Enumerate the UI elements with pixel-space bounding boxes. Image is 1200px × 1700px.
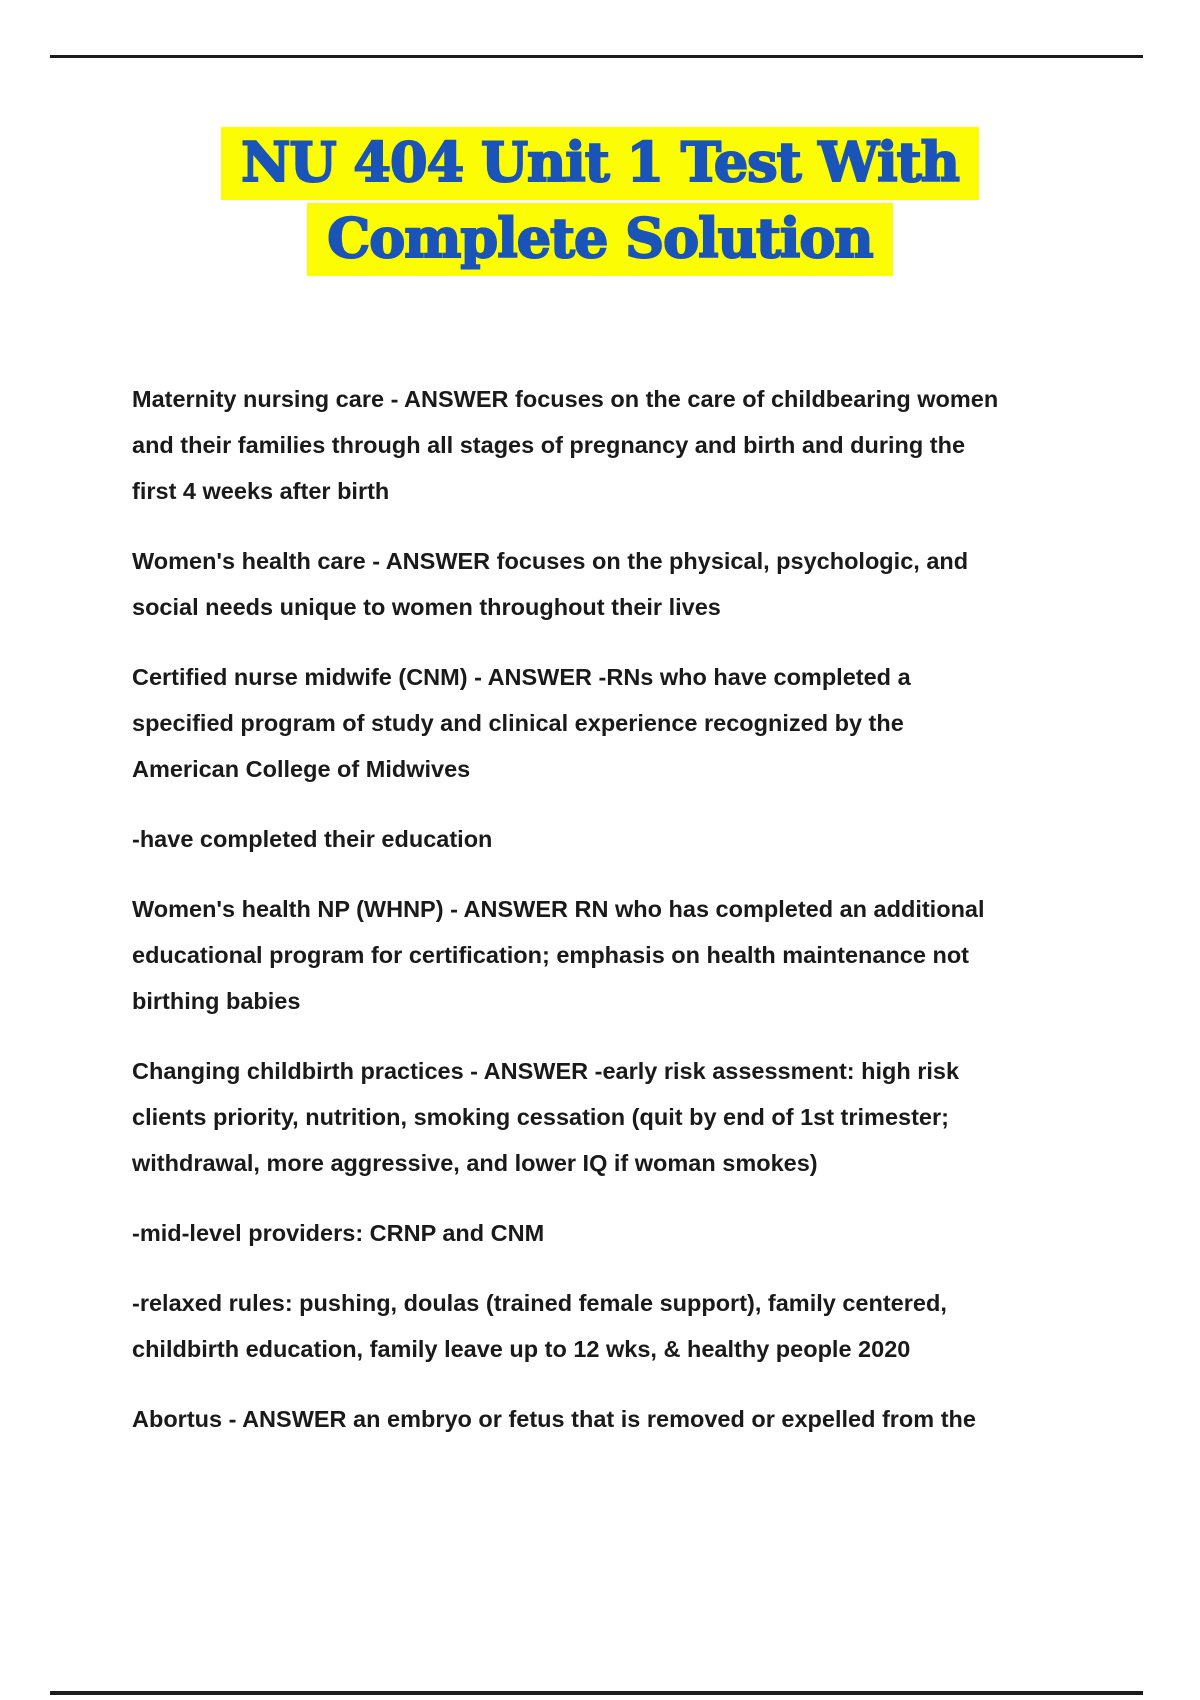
- qa-paragraph-womens-health-care: Women's health care - ANSWER focuses on the physical, psychologic, and social needs unique to women throughout their lives: [132, 548, 969, 620]
- qa-paragraph-certified-nurse-midwife: Certified nurse midwife (CNM) - ANSWER -RNs who have completed a specified program of study and clinical experience recognized by the American College of Midwives: [132, 664, 911, 782]
- qa-paragraph-maternity-nursing-care: Maternity nursing care - ANSWER focuses on the care of childbearing women and their families through all stages of pregnancy and birth and during the first 4 weeks after birth: [132, 386, 999, 504]
- document-title: [0, 127, 1200, 279]
- qa-paragraph-changing-childbirth-practices: Changing childbirth practices - ANSWER -early risk assessment: high risk clients priority, nutrition, smoking cessation (quit by end of 1st trimester; withdrawal, more aggressive, and lower IQ if woman smokes): [132, 1058, 960, 1176]
- title-line-1: NU 404 Unit 1 Test With: [221, 127, 979, 200]
- content-area: [132, 376, 1010, 1466]
- bottom-border-line: [50, 1691, 1143, 1695]
- qa-paragraph-relaxed-rules: -relaxed rules: pushing, doulas (trained female support), family centered, childbirth education, family leave up to 12 wks, & healthy people 2020: [132, 1290, 947, 1362]
- qa-paragraph-mid-level-providers: -mid-level providers: CRNP and CNM: [132, 1220, 545, 1246]
- qa-paragraph-abortus: Abortus - ANSWER an embryo or fetus that is removed or expelled from the: [132, 1406, 976, 1432]
- qa-paragraph-completed-education: -have completed their education: [132, 826, 493, 852]
- qa-paragraph-womens-health-np: Women's health NP (WHNP) - ANSWER RN who has completed an additional educational program for certification; emphasis on health maintenance not birthing babies: [132, 896, 985, 1014]
- title-line-2: Complete Solution: [307, 203, 892, 276]
- top-border-line: [50, 55, 1143, 58]
